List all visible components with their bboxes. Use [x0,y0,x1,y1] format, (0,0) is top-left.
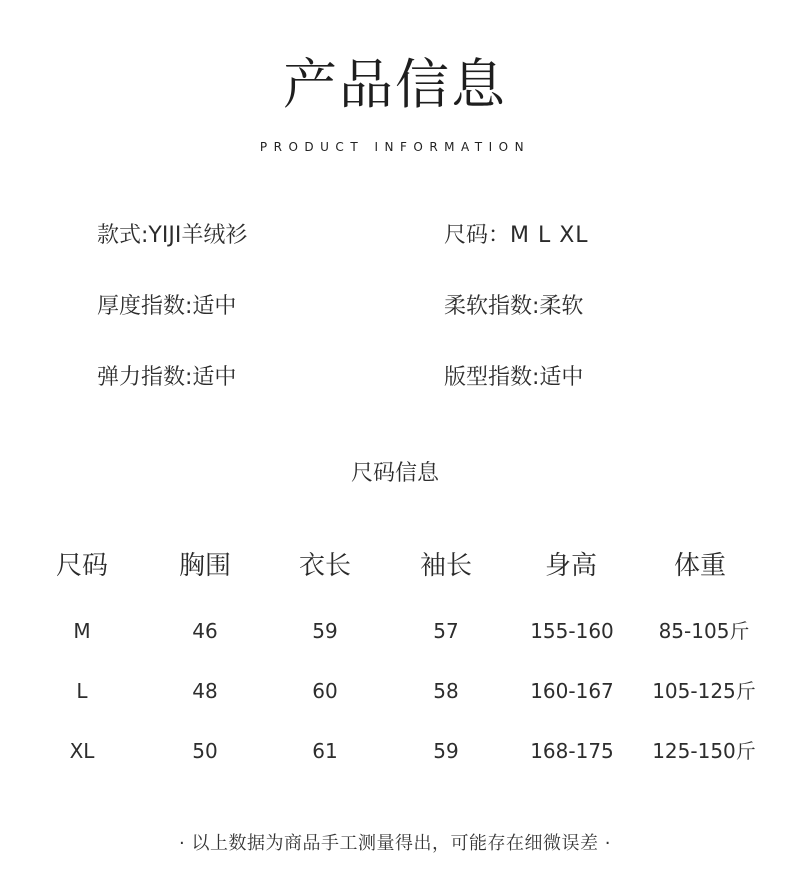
table-row [0,736,790,776]
table-row [0,676,790,716]
cell-height: 155-160 [530,619,614,643]
cell-size: XL [69,739,95,763]
attr-size-label: 尺码： [444,223,511,248]
cell-weight: 125-150斤 [652,739,756,763]
table-row [0,616,790,656]
cell-size: M [73,619,91,643]
cell-chest: 46 [192,619,218,643]
cell-height: 168-175 [530,739,614,763]
header-weight: 体重 [673,551,726,581]
attr-softness-label: 柔软指数: [444,294,540,319]
cell-chest: 48 [192,679,218,703]
cell-length: 60 [312,679,338,703]
cell-sleeve: 58 [433,679,459,703]
attr-thickness [97,292,236,322]
cell-sleeve: 59 [433,739,459,763]
header-sleeve: 袖长 [419,551,472,581]
cell-chest: 50 [192,739,218,763]
header-size: 尺码 [55,551,108,581]
size-section-title: 尺码信息 [350,461,439,486]
size-table-header [0,546,790,586]
measurement-note: · 以上数据为商品手工测量得出，可能存在细微误差 · [179,833,611,854]
header-height: 身高 [544,551,597,581]
page-subtitle: PRODUCT INFORMATION [259,140,531,154]
attr-thickness-label: 厚度指数: [97,294,193,319]
cell-length: 61 [312,739,338,763]
cell-height: 160-167 [530,679,614,703]
cell-weight: 105-125斤 [652,679,756,703]
attr-size [444,221,589,251]
cell-weight: 85-105斤 [658,619,750,643]
attr-elasticity-value: 适中 [192,365,237,390]
cell-length: 59 [312,619,338,643]
attr-elasticity-label: 弹力指数: [97,365,193,390]
attr-style [97,221,247,251]
attr-softness [444,292,583,322]
attr-style-label: 款式: [97,223,149,248]
attr-fit [444,363,583,393]
header-chest: 胸围 [178,551,231,581]
attr-softness-value: 柔软 [539,294,584,319]
attr-style-value: YIJI羊绒衫 [148,223,248,248]
page-title: 产品信息 [283,53,507,116]
header-length: 衣长 [298,551,351,581]
attr-elasticity [97,363,236,393]
attr-size-value: M L XL [510,223,589,248]
attr-fit-value: 适中 [539,365,584,390]
attr-fit-label: 版型指数: [444,365,540,390]
cell-size: L [76,679,88,703]
attr-thickness-value: 适中 [192,294,237,319]
cell-sleeve: 57 [433,619,459,643]
